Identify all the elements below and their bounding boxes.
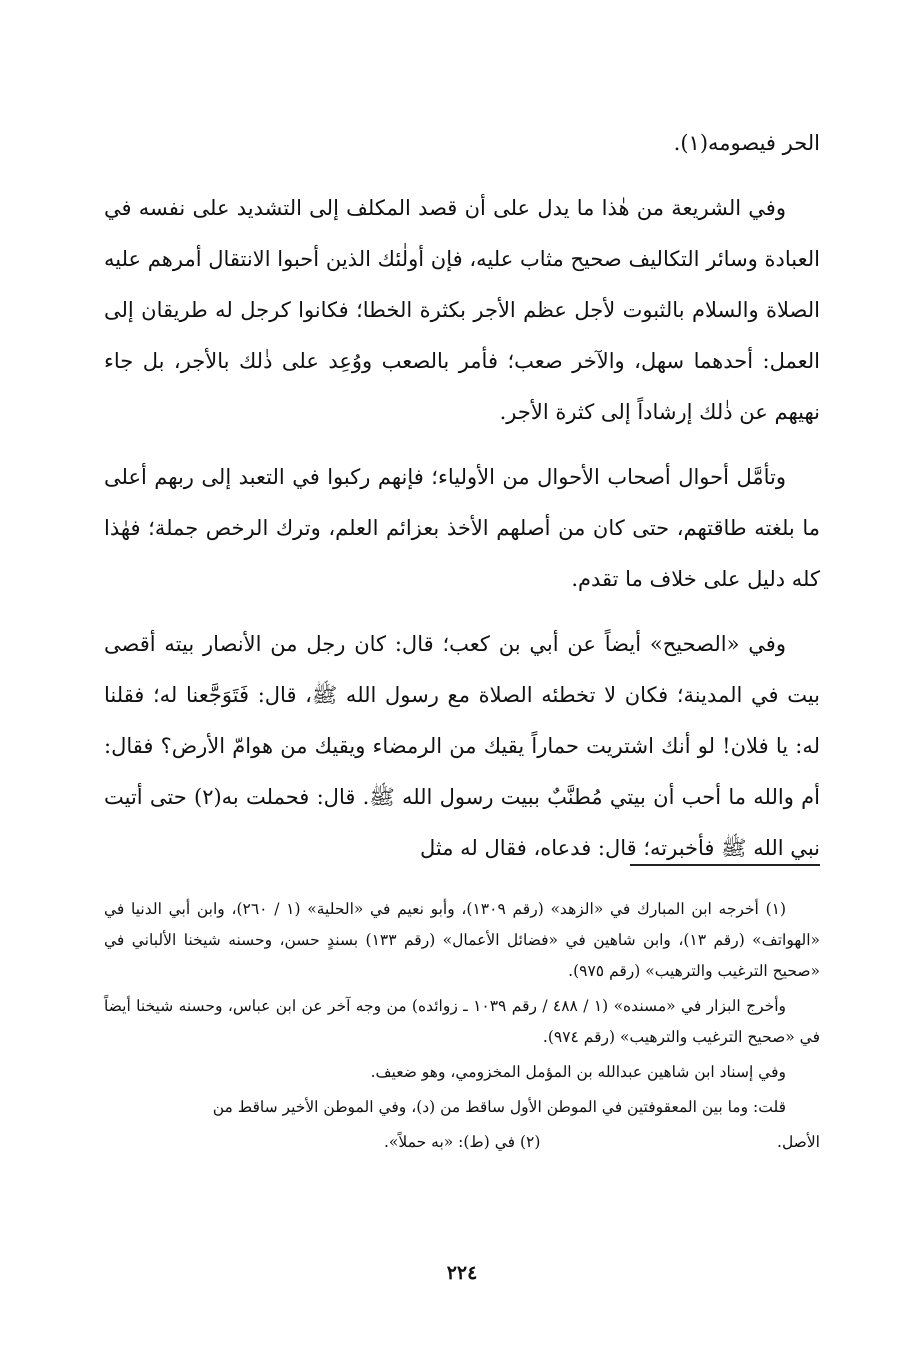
footnote-1-remark-end: الأصل. xyxy=(777,1133,820,1151)
paragraph-awliya: وتأمَّل أحوال أصحاب الأحوال من الأولياء؛ فإنهم ركبوا في التعبد إلى ربهم أعلى ما بلغته طاقتهم، حتى كان من أصلهم الأخذ بعزائم العلم، وترك الرخص جملة؛ فهٰذا كله دليل على خلاف ما تقدم. xyxy=(104,465,820,591)
main-text xyxy=(104,118,820,874)
paragraph-gap xyxy=(104,438,820,452)
footnote-1: (١) أخرجه ابن المبارك في «الزهد» (رقم ١٣٠٩)، وأبو نعيم في «الحلية» (١ / ٢٦٠)، وابن أبي الدنيا في «الهواتف» (رقم ١٣)، وابن شاهين في «فضائل الأعمال» (رقم ١٣٣) بسندٍ حسن، وحسنه شيخنا الألباني في «صحيح الترغيب والترهيب» (رقم ٩٧٥). xyxy=(104,900,820,980)
footnotes xyxy=(104,894,820,1158)
paragraph-sharia: وفي الشريعة من هٰذا ما يدل على أن قصد المكلف إلى التشديد على نفسه في العبادة وسائر التكاليف صحيح مثاب عليه، فإن أولٰئك الذين أحبوا الانتقال أمرهم عليه الصلاة والسلام بالثبوت لأجل عظم الأجر بكثرة الخطا؛ فكانوا كرجل له طريقان إلى العمل: أحدهما سهل، والآخر صعب؛ فأمر بالصعب ووُعِد على ذٰلك بالأجر، بل جاء نهيهم عن ذٰلك إرشاداً إلى كثرة الأجر. xyxy=(104,196,820,424)
footnote-1-note: وفي إسناد ابن شاهين عبدالله بن المؤمل المخزومي، وهو ضعيف. xyxy=(370,1063,786,1081)
paragraph-continuation: الحر فيصومه(١). xyxy=(673,131,820,155)
footnote-2: (٢) في (ط): «به حملاً». xyxy=(384,1133,541,1151)
footnote-last-line xyxy=(104,1127,820,1158)
paragraph-gap xyxy=(104,169,820,183)
paragraph-gap xyxy=(104,605,820,619)
footnote-1-remark: قلت: وما بين المعقوفتين في الموطن الأول ساقط من (د)، وفي الموطن الأخير ساقط من xyxy=(212,1098,786,1116)
paragraph-sahih: وفي «الصحيح» أيضاً عن أبي بن كعب؛ قال: كان رجل من الأنصار بيته أقصى بيت في المدينة؛ فكان لا تخطئه الصلاة مع رسول الله ﷺ، قال: فَتَوَجَّعنا له؛ فقلنا له: يا فلان! لو أنك اشتريت حماراً يقيك من الرمضاء ويقيك من هوامّ الأرض؟ فقال: أم والله ما أحب أن بيتي مُطنَّبٌ ببيت رسول الله ﷺ. قال: فحملت به(٢) حتى أتيت نبي الله ﷺ فأخبرته؛ قال: فدعاه، فقال له مثل xyxy=(104,632,820,860)
footnote-separator xyxy=(630,864,820,866)
footnote-1-continuation: وأخرج البزار في «مسنده» (١ / ٤٨٨ / رقم ١٠٣٩ ـ زوائده) من وجه آخر عن ابن عباس، وحسنه شيخنا أيضاً في «صحيح الترغيب والترهيب» (رقم ٩٧٤). xyxy=(104,997,820,1046)
page-number: ٢٢٤ xyxy=(446,1262,478,1284)
